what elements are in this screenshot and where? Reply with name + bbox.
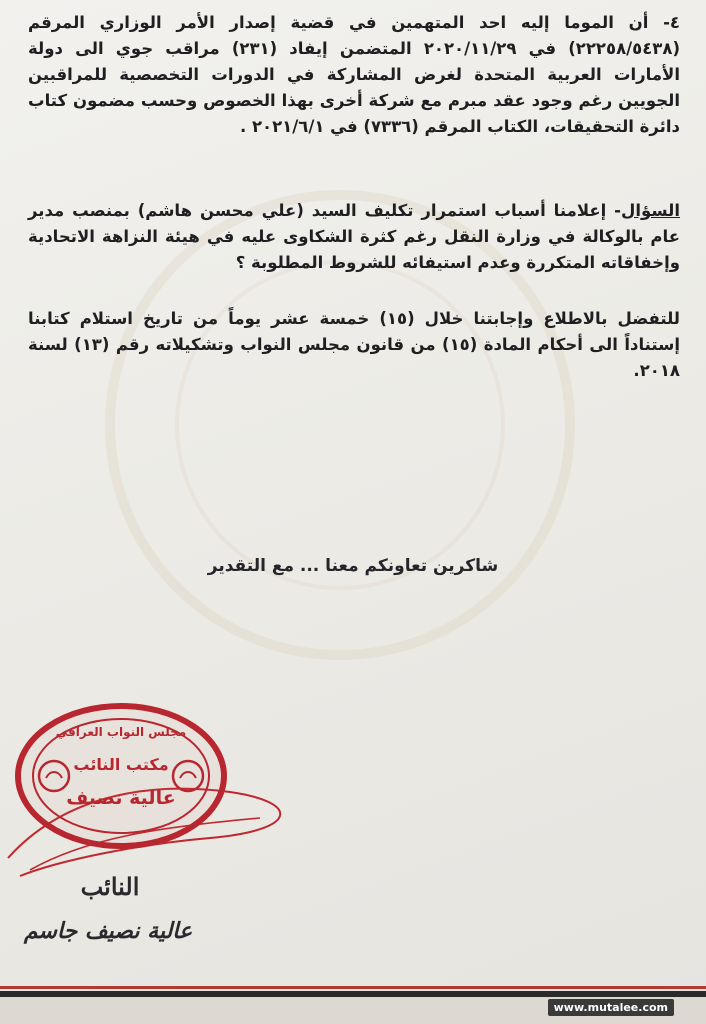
signature-name: عالية نصيف جاسم — [23, 918, 193, 944]
response-request-paragraph: للتفضل بالاطلاع وإجابتنا خلال (١٥) خمسة عشر يوماً من تاريخ استلام كتابنا إستناداً الى أحكام المادة (١٥) من قانون مجلس النواب وتشكيلاته رقم (١٣) لسنة ٢٠١٨. — [28, 309, 681, 380]
question-label: السؤال — [621, 201, 680, 220]
closing-thanks: شاكرين تعاونكم معنا ... مع التقدير — [207, 556, 499, 576]
signature-title: النائب — [80, 872, 140, 901]
footer-red-rule — [0, 986, 706, 989]
seal-bottom-text: عالية نصيف — [66, 787, 176, 809]
paragraph-item-4: ٤- أن الموما إليه احد المتهمين في قضية إصدار الأمر الوزاري المرقم (٢٢٢٥٨/٥٤٣٨) في ٢٠٢٠/١١/٢٩ المتضمن إيفاد (٢٣١) مراقب جوي الى دولة الأمارات العربية المتحدة لغرض المشاركة في الدورات التخصصية للمراقبين الجويين رغم وجود عقد مبرم مع شركة أخرى بهذا الخصوص وحسب مضمون كتاب دائرة التحقيقات، الكتاب المرقم (٧٣٣٦) في ٢٠٢١/٦/١ . — [28, 13, 680, 136]
question-paragraph — [28, 198, 680, 276]
question-text: - إعلامنا أسباب استمرار تكليف السيد (علي محسن هاشم) بمنصب مدير عام بالوكالة في وزارة النقل رغم كثرة الشكاوى عليه في هيئة النزاهة الاتحادية وإخفاقاته المتكررة وعدم استيفائه للشروط المطلوبة ؟ — [28, 201, 680, 272]
official-seal — [12, 700, 230, 852]
seal-middle-text: مكتب النائب — [73, 755, 169, 774]
seal-top-text: مجلس النواب العراقي — [55, 725, 187, 739]
website-watermark: www.mutalee.com — [548, 999, 674, 1016]
